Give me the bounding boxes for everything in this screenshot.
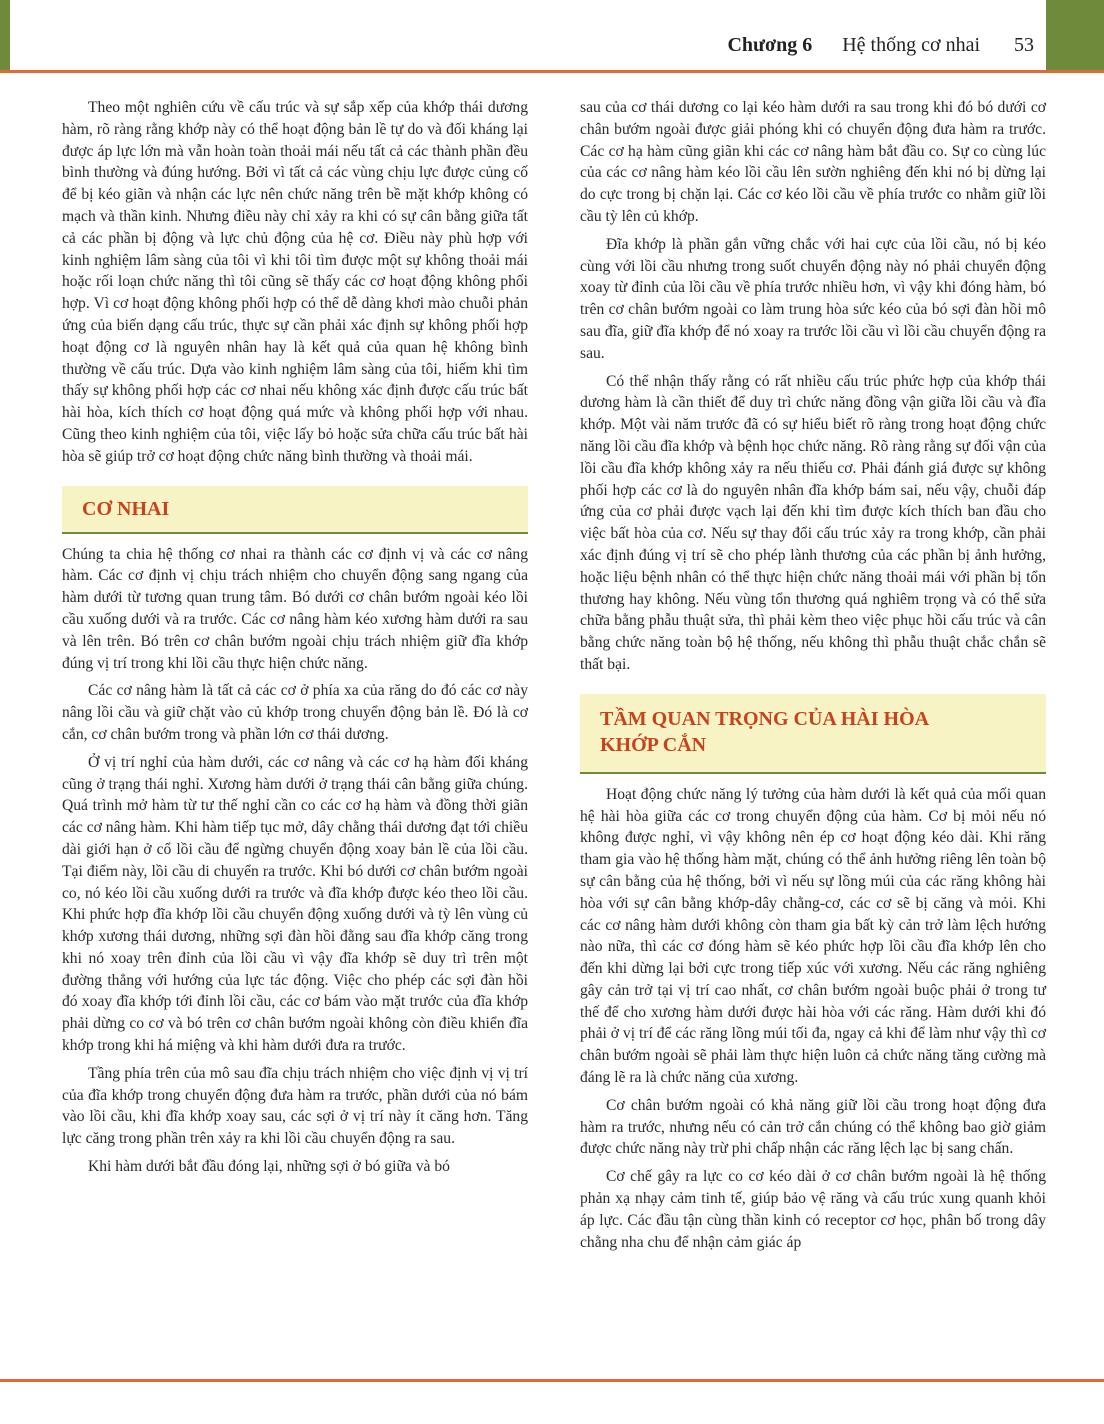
paragraph: Hoạt động chức năng lý tưởng của hàm dưới là kết quả của mối quan hệ hài hòa giữa các cơ trong chuyển động của hàm. Cơ bị mỏi nếu nó không được nghỉ, vì vậy không nên ép cơ hoạt động kéo dài. Khi răng tham gia vào hệ thống hàm mặt, chúng có thể ảnh hưởng riêng lên toàn bộ sự cân bằng của hệ thống, bởi vì nếu sự lồng múi của các răng không hài hòa với sự cân bằng khớp-dây chằng-cơ, các cơ sẽ bị căng và mỏi. Khi các cơ nâng hàm dưới không còn tham gia bất kỳ cản trở làm lệch hướng nào nữa, thì các cơ đóng hàm sẽ kéo phức hợp lồi cầu đĩa khớp lên cho đến khi dừng lại bởi cực trong tiếp xúc với xương. Nếu các răng nghiêng gây cản trở tại vị trí cao nhất, cơ chân bướm ngoài buộc phải ở trong tư thế để cho xương hàm dưới được hài hòa với các răng. Hàm dưới khi đó phải ở vị trí để các răng lồng múi tối đa, ngay cả khi để làm như vậy thì cơ chân bướm ngoài sẽ phải làm thực hiện luôn cả chức năng tăng cường mà đáng lẽ ra là chức năng của xương.: [580, 785, 1046, 1087]
paragraph: Các cơ nâng hàm là tất cả các cơ ở phía xa của răng do đó các cơ này nâng lồi cầu và giữ chặt vào củ khớp trong chuyển động bản lề. Đó là cơ cắn, cơ chân bướm trong và phần lớn cơ thái dương.: [62, 682, 528, 743]
paragraph: Đĩa khớp là phần gắn vững chắc với hai cực của lồi cầu, nó bị kéo cùng với lồi cầu nhưng trong suốt chuyển động này nó phải chuyển động xoay từ đỉnh của lồi cầu về phía trước nhiều hơn, vì vậy khi đóng hàm, bó trên cơ chân bướm ngoài co làm trung hòa sức kéo của bó sợi đàn hồi mô sau đĩa, giữ đĩa khớp để nó xoay ra trước lồi cầu vì lồi cầu chuyển động ra sau.: [580, 235, 1046, 362]
section-heading-line: TẦM QUAN TRỌNG CỦA HÀI HÒA: [600, 707, 930, 730]
paragraph: Theo một nghiên cứu về cấu trúc và sự sắp xếp của khớp thái dương hàm, rõ ràng rằng khớp này có thể hoạt động bản lề tự do và đối kháng lại được áp lực lớn mà vẫn hoàn toàn thoải mái nếu tất cả các thành phần đều bình thường và đúng hướng. Bởi vì tất cả các vùng chịu lực được củng cố để bị kéo giãn và nhận các lực nên chức năng trên bề mặt khớp không có mạch và thần kinh. Nhưng điều này chỉ xảy ra khi có sự cân bằng giữa tất cả các phần bị động và lực chủ động của hệ cơ. Điều này phù hợp với kinh nghiệm lâm sàng của tôi vì khi tôi tìm được một sự không thoải mái hoặc rối loạn chức năng thì tôi cũng sẽ thấy các cơ hoạt động không phối hợp. Vì cơ hoạt động không phối hợp có thể dễ dàng khơi mào chuỗi phản ứng của biến dạng cấu trúc, thực sự cần phải xác định sự không phối hợp hoạt động cơ là nguyên nhân hay là kết quả của quan hệ không bình thường về cấu trúc. Dựa vào kinh nghiệm lâm sàng của tôi, hiếm khi tìm thấy sự không phối hợp các cơ nhai nếu không xác định được cấu trúc bất hài hòa, kích thích cơ hoạt động quá mức và không phối hợp với nhau. Cũng theo kinh nghiệm của tôi, việc lấy bỏ hoặc sửa chữa cấu trúc bất hài hòa sẽ giúp trở cơ hoạt động chức năng bình thường và thoải mái.: [62, 99, 528, 465]
paragraph: Ở vị trí nghỉ của hàm dưới, các cơ nâng và các cơ hạ hàm đối kháng cũng ở trạng thái nghỉ. Xương hàm dưới ở trạng thái cân bằng giữa chúng. Quá trình mở hàm từ tư thế nghỉ cần co các cơ hạ hàm và đồng thời giãn các cơ nâng hàm. Khi hàm tiếp tục mở, dây chằng thái dương đạt tới chiều dài giới hạn ở cổ lồi cầu để ngừng chuyển động xoay bản lề của lồi cầu. Tại điểm này, lồi cầu di chuyển ra trước. Khi bó dưới cơ chân bướm ngoài co, nó kéo lồi cầu xuống dưới ra trước và đĩa khớp được kéo theo lồi cầu. Khi phức hợp đĩa khớp lồi cầu chuyển động xuống dưới và tỳ lên vùng củ khớp xương thái dương, những sợi đàn hồi đằng sau đĩa khớp căng trong khi nó xoay trên đỉnh của lồi cầu vì vậy đĩa khớp sẽ duy trì trên một đường thẳng với hướng của lực tác động. Việc cho phép các sợi đàn hồi đó xoay đĩa khớp tới đỉnh lồi cầu, các cơ bám vào mặt trước của đĩa khớp phải dừng co cơ và bó trên cơ chân bướm ngoài không còn điều khiển đĩa khớp trong khi há miệng và khi hàm dưới đưa ra trước.: [62, 753, 528, 1055]
running-header: [727, 34, 1034, 57]
page-number: 53: [1014, 34, 1034, 56]
paragraph: Chúng ta chia hệ thống cơ nhai ra thành các cơ định vị và các cơ nâng hàm. Các cơ định vị chịu trách nhiệm cho chuyển động sang ngang của hàm dưới từ tương quan trung tâm. Bó dưới cơ chân bướm ngoài kéo lồi cầu xuống dưới và ra trước. Các cơ nâng hàm kéo xương hàm dưới ra sau và lên trên. Bó trên cơ chân bướm ngoài chịu trách nhiệm giữ đĩa khớp đúng vị trí trong khi lồi cầu thực hiện chức năng.: [62, 545, 528, 672]
section-heading-occlusal-harmony: [580, 694, 1046, 774]
paragraph: sau của cơ thái dương co lại kéo hàm dưới ra sau trong khi đó bó dưới cơ chân bướm ngoài được giải phóng khi có chuyển động đưa hàm ra trước. Các cơ hạ hàm cũng giãn khi các cơ nâng hàm bắt đầu co. Sự co cùng lúc của các cơ nâng hàm kéo lồi cầu lên sườn nghiêng đến khi nó bị dừng lại do cực trong bị chặn lại. Các cơ kéo lồi cầu về phía trước co nhằm giữ lồi cầu tỳ lên củ khớp.: [580, 99, 1046, 225]
header-rule: [0, 70, 1104, 73]
page-corner-block: [1046, 0, 1104, 70]
left-column: [62, 97, 528, 1184]
chapter-title: Hệ thống cơ nhai: [842, 34, 980, 56]
chapter-label: Chương 6: [727, 34, 813, 56]
paragraph: Khi hàm dưới bắt đầu đóng lại, những sợi ở bó giữa và bó: [88, 1158, 450, 1176]
paragraph: Cơ chế gây ra lực co cơ kéo dài ở cơ chân bướm ngoài là hệ thống phản xạ nhạy cảm tinh tế, giúp bảo vệ răng và cấu trúc xung quanh khỏi áp lực. Các đầu tận cùng thần kinh có receptor cơ học, phân bố trong dây chằng nha chu để nhận cảm giác áp: [580, 1168, 1046, 1251]
section-heading-co-nhai: CƠ NHAI: [62, 486, 528, 534]
footer-rule: [0, 1379, 1104, 1382]
paragraph: Cơ chân bướm ngoài có khả năng giữ lồi cầu trong hoạt động đưa hàm ra trước, nhưng nếu có cản trở cắn chúng có thể không bao giờ giảm được chức năng này trừ phi chấp nhận các răng lệch lạc bị sang chấn.: [580, 1096, 1046, 1158]
paragraph: Có thể nhận thấy rằng có rất nhiều cấu trúc phức hợp của khớp thái dương hàm là cần thiết để duy trì chức năng đồng vận giữa lồi cầu và đĩa khớp. Một vài năm trước đã có sự hiểu biết rõ ràng trong hoạt động chức năng lồi cầu đĩa khớp và bệnh học chức năng. Rõ ràng rằng sự đối vận của lồi cầu đĩa khớp không xảy ra nếu thiếu cơ. Phải đánh giá được sự không phối hợp các cơ là do nguyên nhân đĩa khớp bám sai, nếu vậy, chuỗi đáp ứng của cơ phải được vạch lại đến khi tìm được kích thích ban đầu cho việc bất hòa của cơ. Nếu sự thay đổi cấu trúc xảy ra trong khớp, cần phải xác định đúng vị trí sẽ cho phép lành thương của các phần bị ảnh hưởng, hoặc liệu bệnh nhân có thể thực hiện chức năng thoải mái với phần bị tổn thương hay không. Nếu vùng tổn thương quá nghiêm trọng và có thể sửa chữa bằng phẫu thuật sửa, thì phải kèm theo việc phục hồi cấu trúc và cân bằng chức năng toàn bộ hệ thống, nếu không thì phẫu thuật chắc chắn sẽ thất bại.: [580, 372, 1046, 673]
left-edge-strip: [0, 0, 10, 70]
section-heading-line: KHỚP CẮN: [600, 733, 707, 756]
paragraph: Tầng phía trên của mô sau đĩa chịu trách nhiệm cho việc định vị vị trí của đĩa khớp trong chuyển động đưa hàm ra trước, phần dưới của nó bám vào lồi cầu, khi đĩa khớp xoay sau, các sợi ở vị trí này ít căng hơn. Tăng lực căng trong phần trên xảy ra khi lồi cầu chuyển động ra sau.: [62, 1064, 528, 1148]
right-column: [580, 97, 1046, 1259]
